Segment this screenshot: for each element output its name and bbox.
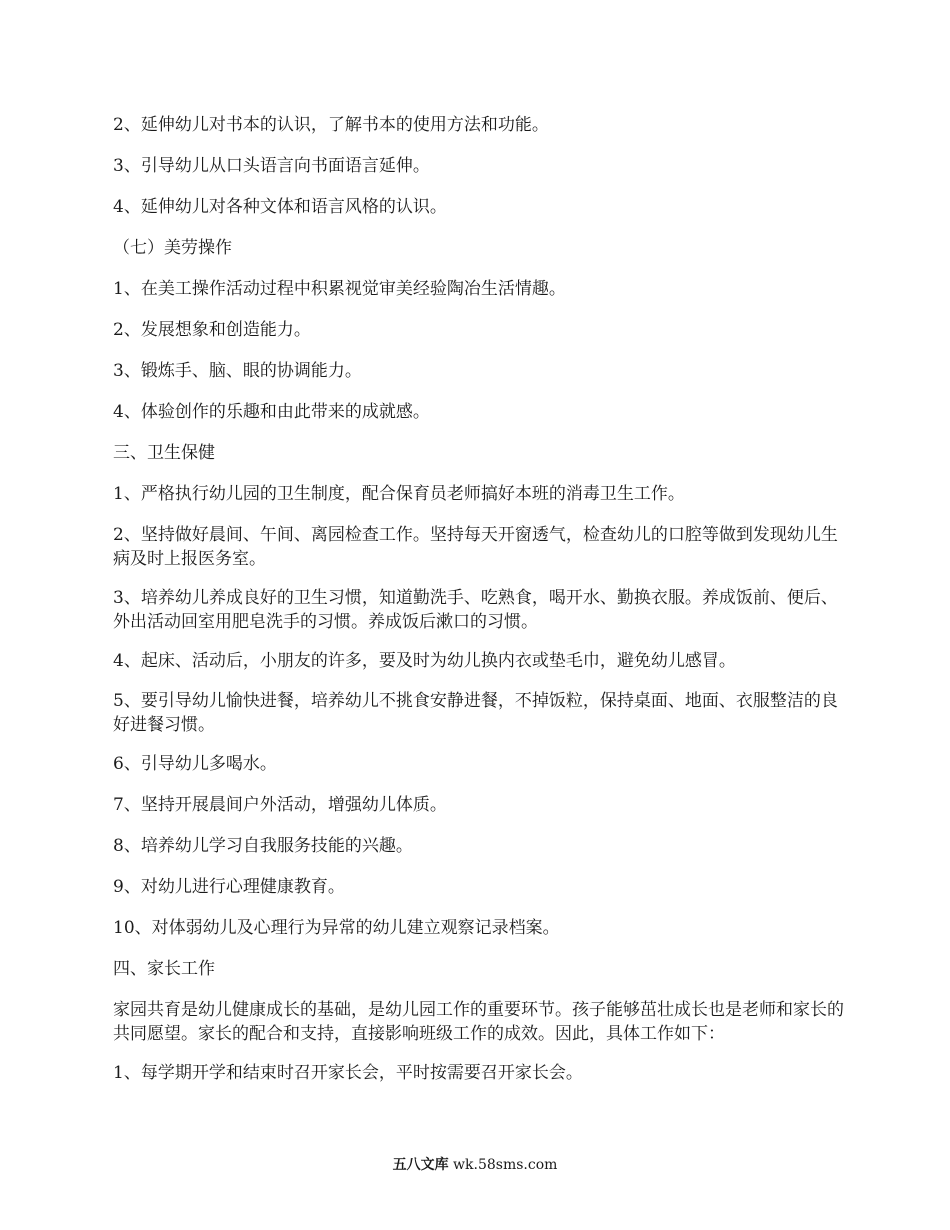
paragraph: 3、锻炼手、脑、眼的协调能力。 xyxy=(113,361,362,381)
paragraph: 家园共育是幼儿健康成长的基础，是幼儿园工作的重要环节。孩子能够茁壮成长也是老师和家长的共同愿望。家长的配合和支持，直接影响班级工作的成效。因此，具体工作如下： xyxy=(113,1000,844,1044)
paragraph: 4、起床、活动后，小朋友的许多，要及时为幼儿换内衣或垫毛巾，避免幼儿感冒。 xyxy=(113,651,736,671)
paragraph: 4、延伸幼儿对各种文体和语言风格的认识。 xyxy=(113,197,447,217)
section-heading: 三、卫生保健 xyxy=(113,443,215,463)
footer-site: wk.58sms.com xyxy=(453,1157,558,1173)
paragraph: 2、坚持做好晨间、午间、离园检查工作。坚持每天开窗透气，检查幼儿的口腔等做到发现幼儿生病及时上报医务室。 xyxy=(113,525,838,569)
page-footer xyxy=(0,1156,950,1174)
paragraph: 4、体验创作的乐趣和由此带来的成就感。 xyxy=(113,402,430,422)
paragraph: 1、每学期开学和结束时召开家长会，平时按需要召开家长会。 xyxy=(113,1063,583,1083)
section-heading: （七）美劳操作 xyxy=(113,238,232,258)
paragraph: 10、对体弱幼儿及心理行为异常的幼儿建立观察记录档案。 xyxy=(113,918,560,938)
paragraph: 7、坚持开展晨间户外活动，增强幼儿体质。 xyxy=(113,795,447,815)
paragraph: 1、在美工操作活动过程中积累视觉审美经验陶冶生活情趣。 xyxy=(113,279,566,299)
paragraph: 3、引导幼儿从口头语言向书面语言延伸。 xyxy=(113,156,430,176)
paragraph: 6、引导幼儿多喝水。 xyxy=(113,754,277,774)
paragraph: 5、要引导幼儿愉快进餐，培养幼儿不挑食安静进餐，不掉饭粒，保持桌面、地面、衣服整洁的良好进餐习惯。 xyxy=(113,691,838,735)
paragraph: 1、严格执行幼儿园的卫生制度，配合保育员老师搞好本班的消毒卫生工作。 xyxy=(113,484,685,504)
section-heading: 四、家长工作 xyxy=(113,959,215,979)
paragraph: 9、对幼儿进行心理健康教育。 xyxy=(113,877,345,897)
paragraph: 8、培养幼儿学习自我服务技能的兴趣。 xyxy=(113,836,413,856)
paragraph: 2、延伸幼儿对书本的认识，了解书本的使用方法和功能。 xyxy=(113,115,549,135)
paragraph: 2、发展想象和创造能力。 xyxy=(113,320,311,340)
footer-brand: 五八文库 xyxy=(392,1157,449,1173)
paragraph: 3、培养幼儿养成良好的卫生习惯，知道勤洗手、吃熟食，喝开水、勤换衣服。养成饭前、便后、外出活动回室用肥皂洗手的习惯。养成饭后漱口的习惯。 xyxy=(113,588,838,632)
